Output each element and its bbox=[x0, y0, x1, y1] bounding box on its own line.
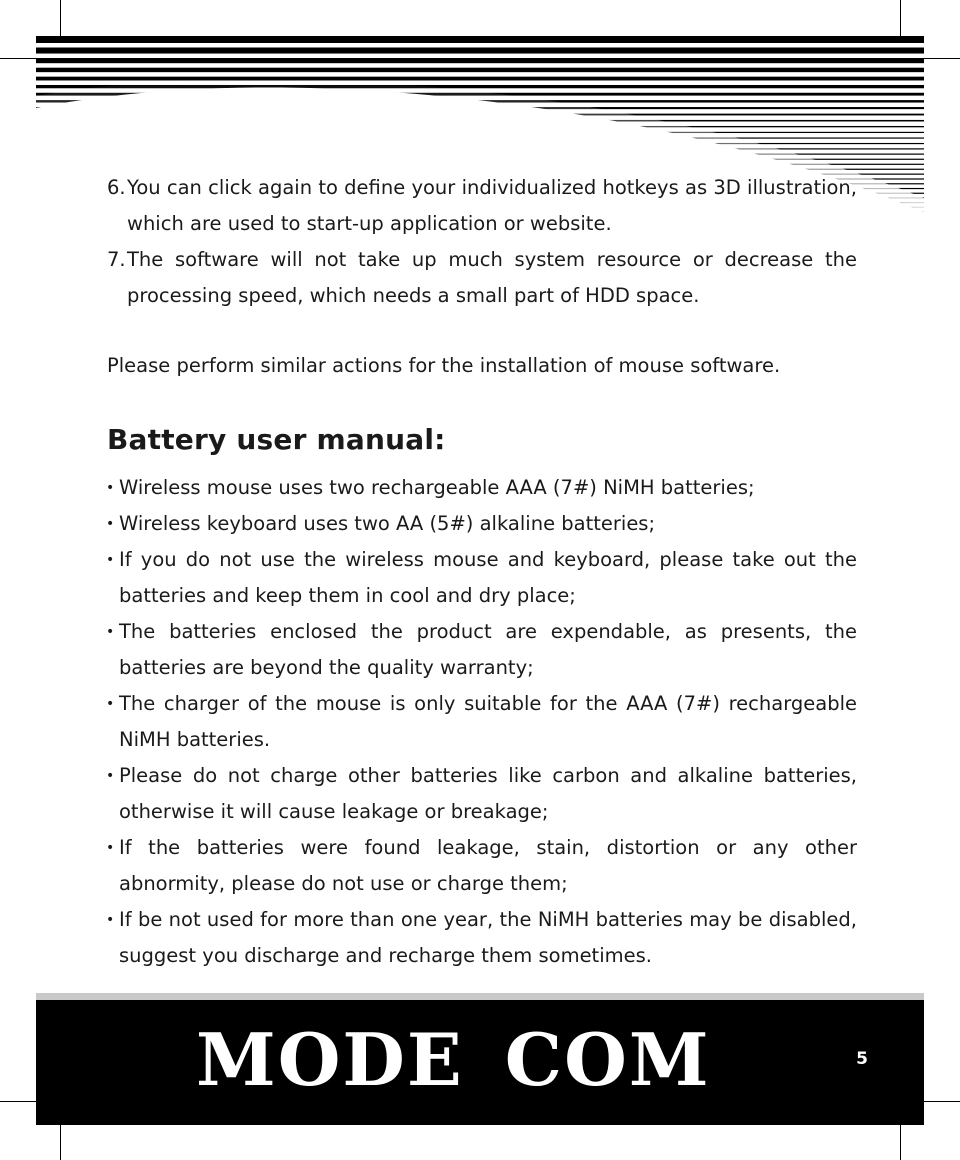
battery-rule-item bbox=[107, 470, 857, 506]
bullet-icon: • bbox=[106, 696, 115, 712]
bullet-icon: • bbox=[106, 840, 115, 856]
battery-rules-list bbox=[107, 470, 857, 974]
battery-rule-item bbox=[107, 614, 857, 686]
bullet-icon: • bbox=[106, 480, 115, 496]
instruction-item bbox=[107, 242, 857, 314]
instruction-item bbox=[107, 170, 857, 242]
battery-manual-heading: Battery user manual: bbox=[107, 423, 446, 456]
crop-mark-bottom-left-h bbox=[0, 1101, 36, 1102]
brand-logo: MODE COM bbox=[196, 1017, 711, 1102]
crop-mark-bottom-right-h bbox=[924, 1101, 960, 1102]
bullet-icon: • bbox=[106, 516, 115, 532]
instruction-number: 6. bbox=[107, 176, 126, 199]
header-stripe bbox=[36, 36, 924, 43]
crop-mark-bottom-left-v bbox=[60, 1122, 61, 1160]
battery-rule-item bbox=[107, 758, 857, 830]
header-stripe bbox=[36, 58, 924, 63]
page-number: 5 bbox=[856, 1049, 868, 1069]
battery-rule-item bbox=[107, 686, 857, 758]
battery-rule-item bbox=[107, 902, 857, 974]
bullet-icon: • bbox=[106, 624, 115, 640]
footer-band bbox=[36, 1000, 924, 1125]
instruction-list bbox=[107, 170, 857, 314]
battery-rule-text: The batteries enclosed the product are expendable, as presents, the batteries are beyond the quality warranty; bbox=[119, 620, 857, 679]
header-stripe bbox=[36, 68, 924, 72]
battery-rule-text: If be not used for more than one year, the NiMH batteries may be disabled, suggest you discharge and recharge them sometimes. bbox=[119, 908, 857, 967]
battery-rule-text: Wireless mouse uses two rechargeable AAA (7#) NiMH batteries; bbox=[119, 476, 755, 499]
bullet-icon: • bbox=[106, 552, 115, 568]
battery-rule-text: If you do not use the wireless mouse and keyboard, please take out the batteries and keep them in cool and dry place; bbox=[119, 548, 857, 607]
crop-mark-bottom-right-v bbox=[900, 1122, 901, 1160]
battery-rule-text: Wireless keyboard uses two AA (5#) alkaline batteries; bbox=[119, 512, 656, 535]
battery-rule-text: If the batteries were found leakage, stain, distortion or any other abnormity, please do not use or charge them; bbox=[119, 836, 857, 895]
instruction-text: The software will not take up much system resource or decrease the processing speed, which needs a small part of HDD space. bbox=[127, 248, 857, 307]
instruction-text: You can click again to define your individualized hotkeys as 3D illustration, which are used to start-up application or website. bbox=[127, 176, 857, 235]
battery-rule-text: The charger of the mouse is only suitable for the AAA (7#) rechargeable NiMH batteries. bbox=[119, 692, 857, 751]
battery-rule-item bbox=[107, 506, 857, 542]
header-stripe bbox=[36, 48, 924, 54]
battery-rule-text: Please do not charge other batteries like carbon and alkaline batteries, otherwise it will cause leakage or breakage; bbox=[119, 764, 857, 823]
header-stripe bbox=[36, 77, 924, 81]
battery-rule-item bbox=[107, 542, 857, 614]
instruction-number: 7. bbox=[107, 248, 126, 271]
mouse-software-note: Please perform similar actions for the installation of mouse software. bbox=[107, 354, 781, 377]
battery-rule-item bbox=[107, 830, 857, 902]
bullet-icon: • bbox=[106, 768, 115, 784]
page-content bbox=[107, 170, 857, 974]
bullet-icon: • bbox=[106, 912, 115, 928]
